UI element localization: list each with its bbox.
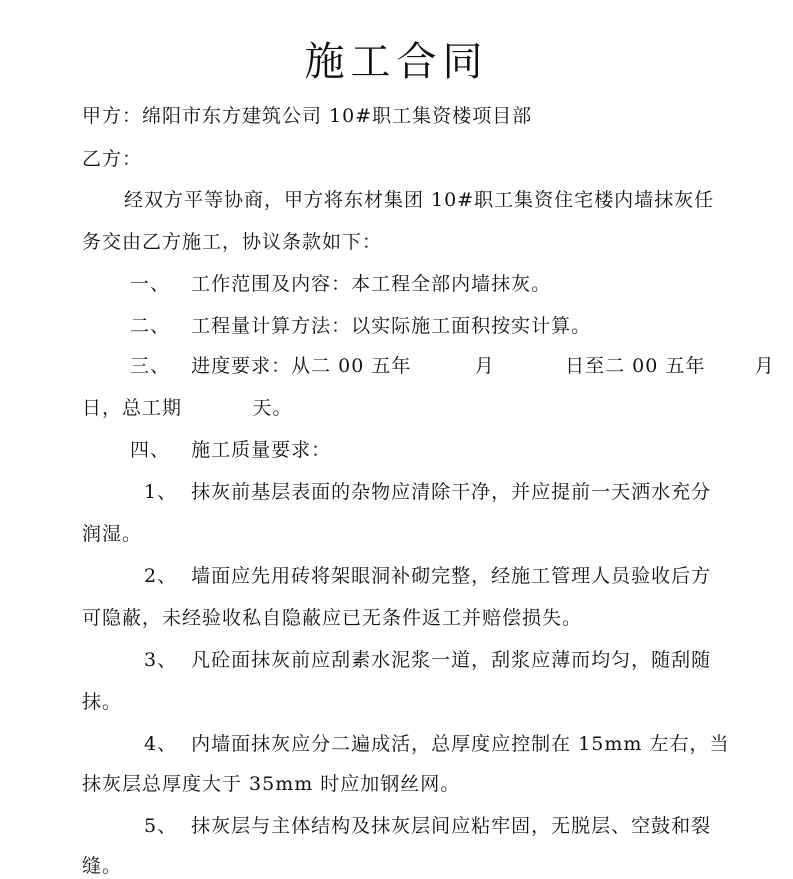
requirement-2-line-1: 2、 墙面应先用砖将架眼洞补砌完整，经施工管理人员验收后方 [144,565,712,587]
requirement-3-line-1: 3、 凡砼面抹灰前应刮素水泥浆一道，刮浆应薄而均匀，随刮随 [144,649,712,671]
clause-3-line-2: 日，总工期 天。 [82,397,293,419]
clause-3-line-1: 三、 进度要求：从二 00 五年 月 日至二 00 五年 月 [130,355,775,377]
clause-1: 一、 工作范围及内容：本工程全部内墙抹灰。 [130,273,552,295]
contract-title: 施工合同 [304,39,489,85]
requirement-5-line-2: 缝。 [82,855,123,877]
clause-4: 四、 施工质量要求： [130,439,332,461]
requirement-1-line-1: 1、 抹灰前基层表面的杂物应清除干净，并应提前一天洒水充分 [144,481,712,503]
party-a-line: 甲方：绵阳市东方建筑公司 10#职工集资楼项目部 [82,105,533,127]
requirement-4-line-2: 抹灰层总厚度大于 35mm 时应加钢丝网。 [82,773,461,795]
party-b-line: 乙方： [82,148,143,170]
intro-line-1: 经双方平等协商，甲方将东材集团 10#职工集资住宅楼内墙抹灰任 [124,189,715,211]
requirement-4-line-1: 4、 内墙面抹灰应分二遍成活，总厚度应控制在 15mm 左右，当 [144,733,730,755]
requirement-3-line-2: 抹。 [82,691,123,713]
requirement-1-line-2: 润湿。 [82,523,143,545]
intro-line-2: 务交由乙方施工，协议条款如下： [82,231,383,253]
requirement-5-line-1: 5、 抹灰层与主体结构及抹灰层间应粘牢固，无脱层、空鼓和裂 [144,815,712,837]
clause-2: 二、 工程量计算方法：以实际施工面积按实计算。 [130,315,592,337]
requirement-2-line-2: 可隐蔽，未经验收私自隐蔽应已无条件返工并赔偿损失。 [82,607,583,629]
